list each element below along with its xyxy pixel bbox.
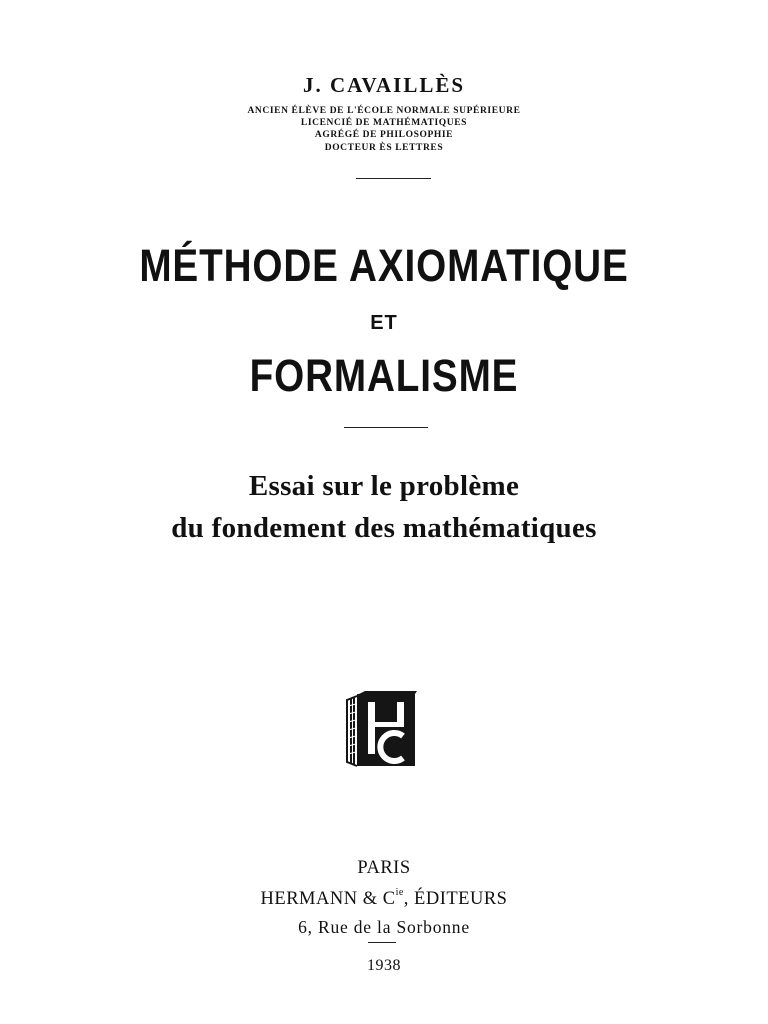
author-name: J. CAVAILLÈS: [302, 73, 466, 97]
publisher-name-suffix: , ÉDITEURS: [403, 889, 508, 909]
divider-rule: [368, 942, 396, 943]
author-credential: ANCIEN ÉLÈVE DE L'ÉCOLE NORMALE SUPÉRIEURE: [247, 106, 521, 116]
publisher-name-prefix: HERMANN & C: [260, 889, 396, 909]
publisher-name-superscript: ie: [395, 887, 404, 898]
publisher-address: 6, Rue de la Sorbonne: [298, 917, 470, 937]
publisher-monogram-hc-icon: [343, 690, 419, 770]
divider-rule: [356, 178, 431, 179]
author-credential: LICENCIÉ DE MATHÉMATIQUES: [300, 118, 468, 128]
publisher-city: PARIS: [357, 858, 411, 878]
book-title-line-2: FORMALISME: [249, 350, 519, 401]
publication-year: 1938: [367, 957, 401, 974]
divider-rule: [344, 427, 428, 428]
author-credential: AGRÉGÉ DE PHILOSOPHIE: [314, 130, 454, 140]
subtitle-line-1: Essai sur le problème: [248, 470, 520, 502]
publisher-name: [0, 889, 768, 910]
book-title-line-1: MÉTHODE AXIOMATIQUE: [139, 240, 629, 291]
author-credential: DOCTEUR ÈS LETTRES: [324, 143, 444, 153]
subtitle-line-2: du fondement des mathématiques: [171, 512, 597, 544]
book-title-conjunction: ET: [370, 312, 398, 334]
